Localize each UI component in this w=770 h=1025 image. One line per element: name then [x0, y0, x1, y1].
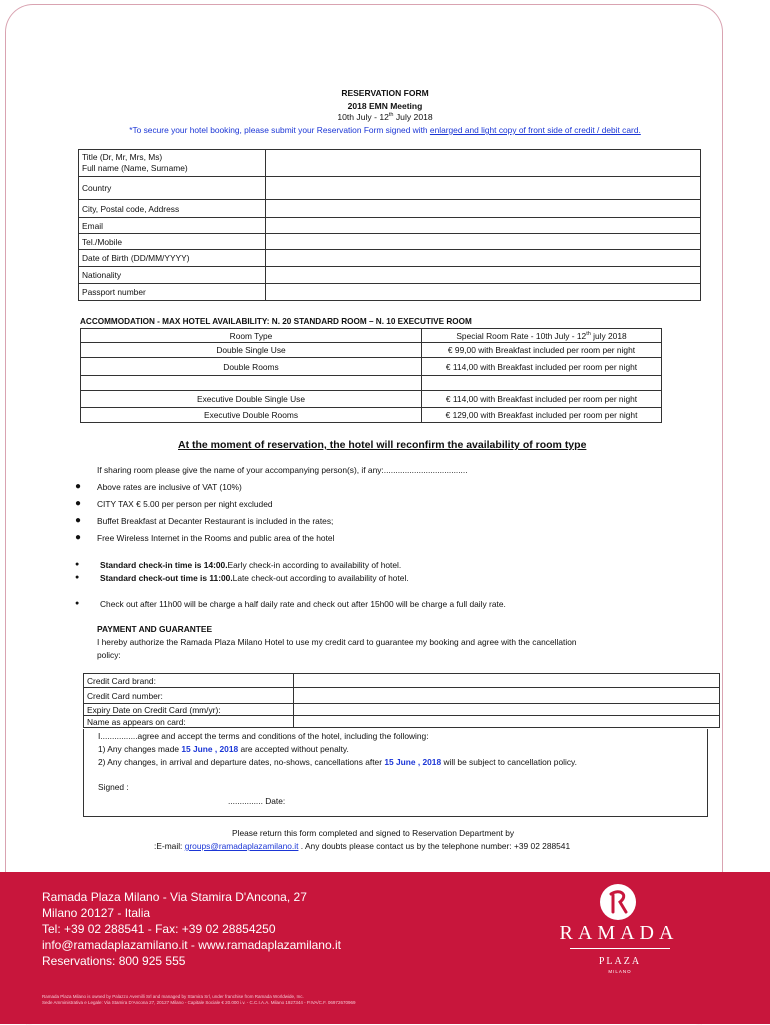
empty-cell	[81, 376, 422, 391]
card-name-input[interactable]	[294, 716, 720, 728]
dob-input[interactable]	[266, 250, 701, 267]
footer	[0, 872, 770, 1024]
footer-city: Milano 20127 - Italia	[42, 906, 151, 920]
phone-label: Tel./Mobile	[79, 234, 266, 250]
country-label: Country	[79, 177, 266, 200]
list-item: ● Above rates are inclusive of VAT (10%)	[75, 481, 242, 492]
passport-input[interactable]	[266, 284, 701, 301]
rate-cell: € 114,00 with Breakfast included per room per night	[422, 391, 662, 408]
title-fullname-input[interactable]	[266, 150, 701, 177]
brand-city: MILANO	[608, 969, 632, 974]
bullet-icon: ●	[75, 561, 80, 568]
card-brand-input[interactable]	[294, 674, 720, 688]
sharing-note: If sharing room please give the name of your accompanying person(s), if any:....................................	[97, 465, 468, 475]
event-name: 2018 EMN Meeting	[347, 101, 423, 111]
bullet-icon: ●	[75, 481, 82, 492]
room-rate-table	[80, 328, 662, 423]
footer-address: Ramada Plaza Milano - Via Stamira D'Ancona, 27	[42, 890, 307, 904]
booking-notice: *To secure your hotel booking, please submit your Reservation Form signed with enlarged and light copy of front side of credit / debit card.	[129, 125, 641, 135]
bullet-icon: ●	[75, 600, 80, 607]
address-input[interactable]	[266, 200, 701, 218]
payment-heading: PAYMENT AND GUARANTEE	[97, 624, 213, 634]
card-expiry-label: Expiry Date on Credit Card (mm/yr):	[84, 704, 294, 716]
footer-fine-1: Ramada Plaza Milano is owned by Palazzo Avemilli Srl and managed by Stamira Srl, under franchise from Ramada Worldwide, Inc.	[42, 994, 304, 999]
email-line: :E-mail: groups@ramadaplazamilano.it . Any doubts please contact us by the telephone number: +39 02 288541	[154, 841, 571, 851]
footer-reservations: Reservations: 800 925 555	[42, 954, 186, 968]
late-checkout-item: ● Check out after 11h00 will be charge a half daily rate and check out after 15h00 will be charge a full daily rate.	[75, 599, 506, 609]
country-input[interactable]	[266, 177, 701, 200]
room-type-cell: Double Single Use	[81, 343, 422, 358]
card-table	[83, 673, 720, 728]
brand-name: RAMADA	[559, 922, 679, 944]
list-item: ● Free Wireless Internet in the Rooms and public area of the hotel	[75, 532, 335, 543]
bullet-icon: ●	[75, 515, 82, 526]
checkin-item: ● Standard check-in time is 14:00.Early check-in according to availability of hotel.	[75, 560, 402, 570]
passport-label: Passport number	[79, 284, 266, 301]
return-line: Please return this form completed and signed to Reservation Department by	[232, 828, 515, 838]
signed-label: Signed :	[98, 782, 129, 792]
personal-info-table	[78, 149, 701, 301]
email-label: Email	[79, 218, 266, 234]
form-title: RESERVATION FORM	[341, 88, 429, 98]
room-type-header: Room Type	[81, 329, 422, 343]
date-label: ............... Date:	[228, 796, 286, 806]
email-input[interactable]	[266, 218, 701, 234]
rate-header: Special Room Rate - 10th July - 12th july 2018	[422, 329, 662, 343]
bullet-icon: ●	[75, 574, 80, 581]
term-2: 2) Any changes, in arrival and departure dates, no-shows, cancellations after 15 June , 2018 will be subject to cancellation policy.	[98, 757, 577, 767]
reconfirm-notice: At the moment of reservation, the hotel will reconfirm the availability of room type	[178, 439, 587, 451]
term-1: 1) Any changes made 15 June , 2018 are accepted without penalty.	[98, 744, 349, 754]
list-item: ● CITY TAX € 5.00 per person per night excluded	[75, 498, 273, 509]
nationality-label: Nationality	[79, 267, 266, 284]
email-link[interactable]: groups@ramadaplazamilano.it	[184, 841, 299, 851]
bullet-icon: ●	[75, 498, 82, 509]
footer-fine-2: Sede Amministrativa e Legale: Via Stamira D'Ancona 27, 20127 Milano - Capitale Sociale € 20.000 i.v. - C.C.I.A.A. Milano 1927344 - P.IVA/C.F. 06972670969	[42, 1000, 356, 1005]
empty-cell	[422, 376, 662, 391]
card-expiry-input[interactable]	[294, 704, 720, 716]
room-type-cell: Executive Double Single Use	[81, 391, 422, 408]
brand-divider	[570, 948, 670, 949]
list-item: ● Buffet Breakfast at Decanter Restaurant is included in the rates;	[75, 515, 334, 526]
footer-phone: Tel: +39 02 288541 - Fax: +39 02 28854250	[42, 922, 276, 936]
terms-box	[83, 729, 708, 817]
rate-cell: € 129,00 with Breakfast included per room per night	[422, 408, 662, 423]
checkout-item: ● Standard check-out time is 11:00.Late check-out according to availability of hotel.	[75, 573, 409, 583]
ramada-logo-icon	[598, 882, 638, 922]
payment-text: I hereby authorize the Ramada Plaza Milano Hotel to use my credit card to guarantee my booking and agree with the cancellation policy:	[97, 637, 577, 660]
event-dates: 10th July - 12th July 2018	[337, 112, 433, 122]
rate-cell: € 99,00 with Breakfast included per room per night	[422, 343, 662, 358]
card-number-label: Credit Card number:	[84, 688, 294, 704]
bullet-icon: ●	[75, 532, 82, 543]
card-brand-label: Credit Card brand:	[84, 674, 294, 688]
dob-label: Date of Birth (DD/MM/YYYY)	[79, 250, 266, 267]
nationality-input[interactable]	[266, 267, 701, 284]
address-label: City, Postal code, Address	[79, 200, 266, 218]
card-number-input[interactable]	[294, 688, 720, 704]
agree-text: I................agree and accept the terms and conditions of the hotel, including the following:	[98, 731, 429, 741]
phone-input[interactable]	[266, 234, 701, 250]
brand-sub: PLAZA	[598, 956, 642, 967]
card-copy-link[interactable]: enlarged and light copy of front side of credit / debit card.	[429, 125, 641, 135]
card-name-label: Name as appears on card:	[84, 716, 294, 728]
title-fullname-label: Title (Dr, Mr, Mrs, Ms) Full name (Name, Surname)	[79, 150, 266, 177]
accommodation-heading: ACCOMMODATION - MAX HOTEL AVAILABILITY: N. 20 STANDARD ROOM – N. 10 EXECUTIVE ROOM	[80, 317, 472, 326]
room-type-cell: Executive Double Rooms	[81, 408, 422, 423]
footer-web[interactable]: info@ramadaplazamilano.it - www.ramadaplazamilano.it	[42, 938, 341, 952]
rate-cell: € 114,00 with Breakfast included per room per night	[422, 358, 662, 376]
room-type-cell: Double Rooms	[81, 358, 422, 376]
